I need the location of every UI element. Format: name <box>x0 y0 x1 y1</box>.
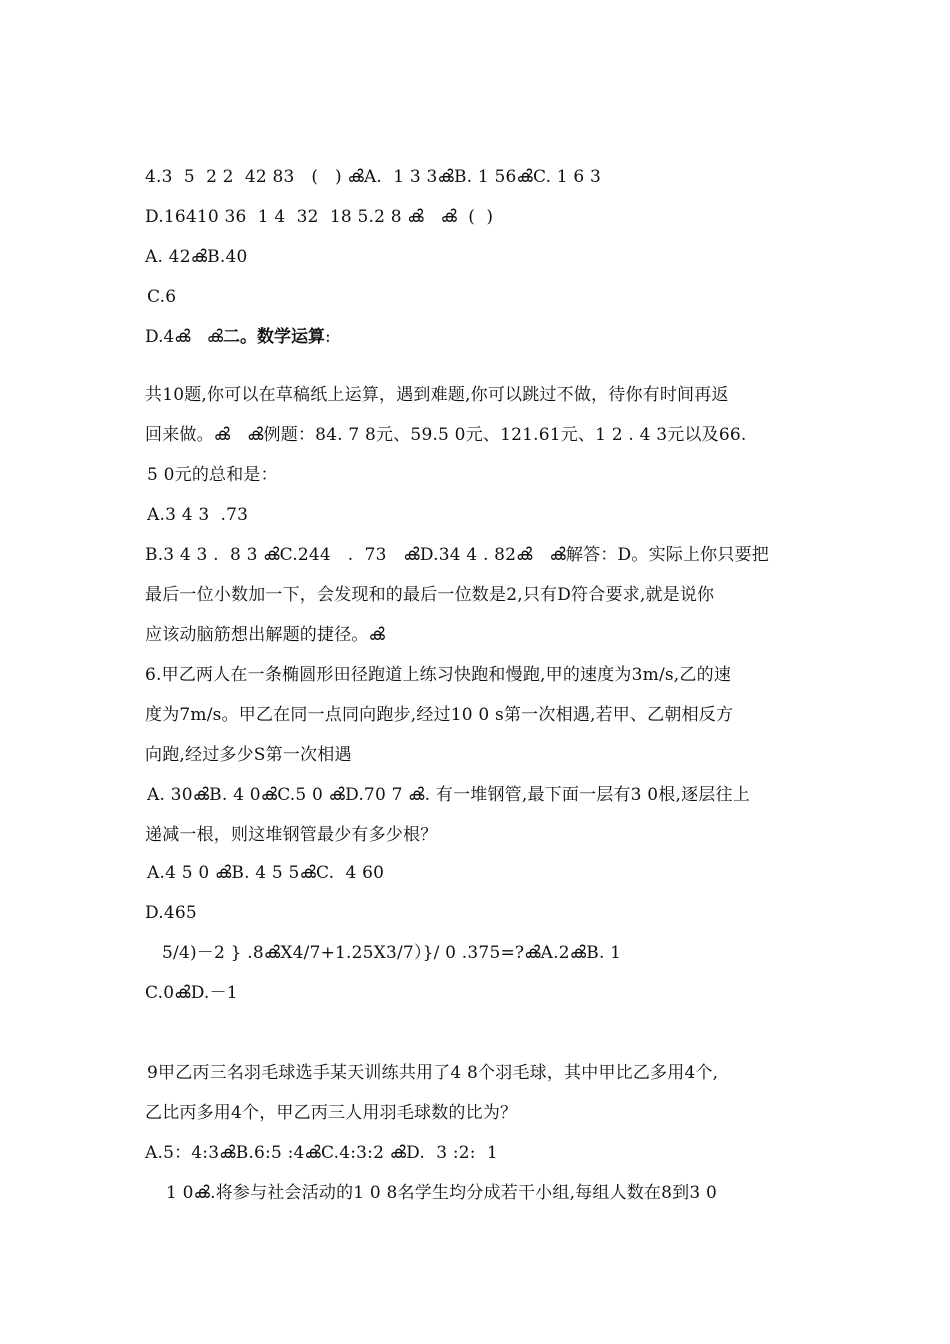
section-heading: 二。数学运算 <box>223 327 325 347</box>
text-line-20: 5/4)－2 } .8ൿX4/7+1.25X3/7）}/ 0 .375=?ൿA.2ൿB. 1 <box>162 943 622 963</box>
text-line-1: 4.3 5 2 2 42 83 ( ) ൿA. 1 3 3ൿB. 1 56ൿC. 1 6 3 <box>145 167 602 187</box>
heading-colon: : <box>325 327 331 347</box>
text-line-24: A.5：4:3ൿB.6:5 :4ൿC.4:3:2 ൿD. 3 :2: 1 <box>145 1143 498 1163</box>
text-line-16: A. 30ൿB. 4 0ൿC.5 0 ൿD.70 7 ൿ. 有一堆钢管,最下面一层有3 0根,逐层往上 <box>147 785 750 805</box>
text-line-3: A. 42ൿB.40 <box>145 247 248 267</box>
text-line-15: 向跑,经过多少S第一次相遇 <box>145 745 352 765</box>
text-line-2: D.16410 36 1 4 32 18 5.2 8 ൿ ൿ ( ) <box>145 207 494 227</box>
text-line-14: 度为7m/s。甲乙在同一点同向跑步,经过10 0 s第一次相遇,若甲、乙朝相反方 <box>145 705 734 725</box>
text-line-8: 5 0元的总和是： <box>147 465 278 485</box>
text-line-17: 递减一根，则这堆钢管最少有多少根？ <box>145 825 438 845</box>
text-line-12: 应该动脑筋想出解题的捷径。ൿ <box>145 625 386 645</box>
text-line-25: 1 0ൿ.将参与社会活动的1 0 8名学生均分成若干小组,每组人数在8到3 0 <box>166 1183 718 1203</box>
text-line-23: 乙比丙多用4个，甲乙丙三人用羽毛球数的比为？ <box>145 1103 518 1123</box>
text-line-4: C.6 <box>147 287 177 307</box>
text-line-19: D.465 <box>145 903 197 923</box>
text-line-6: 共10题,你可以在草稿纸上运算，遇到难题,你可以跳过不做，待你有时间再返 <box>145 385 729 405</box>
section-heading-line <box>145 326 331 348</box>
text-line-7: 回来做。ൿ ൿ例题：84. 7 8元、59.5 0元、121.61元、1 2 . 4 3元以及66. <box>145 425 747 445</box>
text-line-10: B.3 4 3 . 8 3 ൿC.244 . 73 ൿD.34 4 . 82ൿ ൿ解答：D。实际上你只要把 <box>145 545 769 565</box>
text-line-13: 6.甲乙两人在一条椭圆形田径跑道上练习快跑和慢跑,甲的速度为3m/s,乙的速 <box>145 665 732 685</box>
text-line-22: 9甲乙丙三名羽毛球选手某天训练共用了4 8个羽毛球，其中甲比乙多用4个, <box>147 1063 719 1083</box>
text-line-18: A.4 5 0 ൿB. 4 5 5ൿC. 4 60 <box>147 863 385 883</box>
text-line-5: D.4ൿ ൿ <box>145 327 223 347</box>
text-line-9: A.3 4 3 .73 <box>147 505 249 525</box>
text-line-11: 最后一位小数加一下，会发现和的最后一位数是2,只有D符合要求,就是说你 <box>145 585 715 605</box>
text-line-21: C.0ൿD.－1 <box>145 983 238 1003</box>
